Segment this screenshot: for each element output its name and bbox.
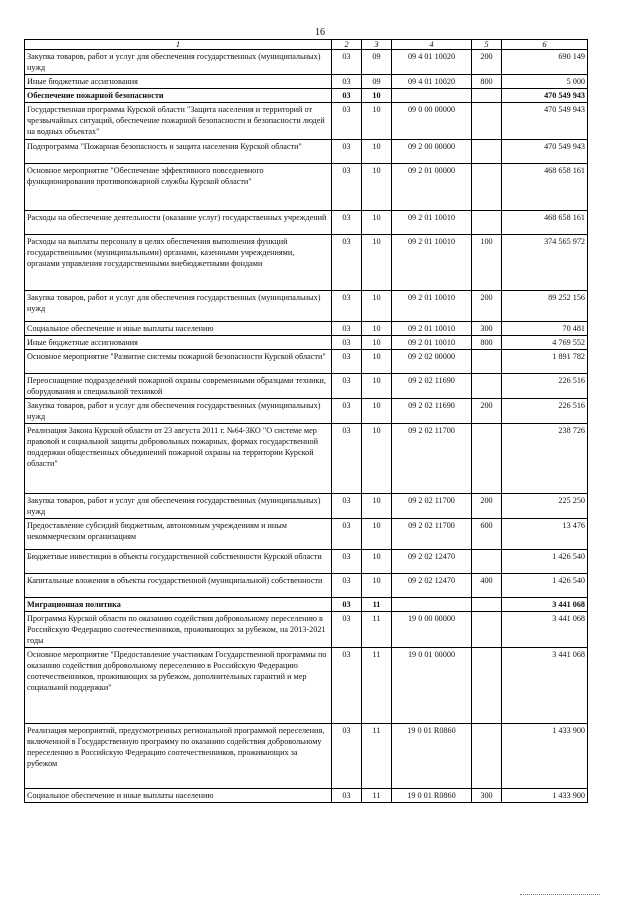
row-expense-type-cell	[472, 211, 502, 235]
row-name-cell: Закупка товаров, работ и услуг для обеспечения государственных (муниципальных) нужд	[25, 494, 332, 519]
table-row	[25, 140, 588, 164]
row-name-cell: Основное мероприятие "Обеспечение эффективного повседневного функционирования противопожарной службы Курской области"	[25, 164, 332, 211]
row-target-article-cell: 09 2 02 12470	[392, 574, 472, 598]
row-name-cell: Переоснащение подразделений пожарной охраны современными образцами техники, оборудования и специальной техникой	[25, 374, 332, 399]
row-section-cell: 03	[332, 574, 362, 598]
row-section-cell: 03	[332, 211, 362, 235]
header-col-3: 3	[362, 40, 392, 50]
row-subsection-cell: 10	[362, 350, 392, 374]
row-section-cell: 03	[332, 89, 362, 103]
row-subsection-cell: 10	[362, 399, 392, 424]
row-name-cell: Бюджетные инвестиции в объекты государственной собственности Курской области	[25, 550, 332, 574]
row-name-cell: Программа Курской области по оказанию содействия добровольному переселению в Российскую Федерацию соотечественников, проживающих за рубежом, на 2013-2021 годы	[25, 612, 332, 648]
row-expense-type-cell: 800	[472, 75, 502, 89]
table-row	[25, 574, 588, 598]
row-expense-type-cell: 600	[472, 519, 502, 550]
row-target-article-cell: 09 0 00 00000	[392, 103, 472, 140]
row-target-article-cell: 09 4 01 10020	[392, 75, 472, 89]
row-subsection-cell: 10	[362, 336, 392, 350]
row-name-cell: Реализация мероприятий, предусмотренных региональной программой переселения, включенной в Государственную программу по оказанию содействия добровольному переселению в Российскую Федерацию соотечественников, проживающих за рубежом	[25, 724, 332, 789]
table-row	[25, 336, 588, 350]
row-section-cell: 03	[332, 75, 362, 89]
row-amount-cell: 374 565 972	[502, 235, 588, 291]
row-section-cell: 03	[332, 374, 362, 399]
row-amount-cell: 89 252 156	[502, 291, 588, 322]
row-subsection-cell: 10	[362, 322, 392, 336]
row-section-cell: 03	[332, 291, 362, 322]
row-name-cell: Иные бюджетные ассигнования	[25, 336, 332, 350]
row-target-article-cell: 09 2 02 11700	[392, 519, 472, 550]
row-expense-type-cell: 400	[472, 574, 502, 598]
row-expense-type-cell	[472, 103, 502, 140]
row-expense-type-cell: 200	[472, 50, 502, 75]
row-target-article-cell: 19 0 01 R0860	[392, 789, 472, 803]
footer-dotted-mark	[520, 892, 600, 895]
row-amount-cell: 1 426 540	[502, 574, 588, 598]
row-subsection-cell: 11	[362, 598, 392, 612]
row-expense-type-cell: 300	[472, 322, 502, 336]
row-amount-cell: 4 769 552	[502, 336, 588, 350]
row-target-article-cell: 09 2 02 11700	[392, 424, 472, 494]
row-amount-cell: 1 891 782	[502, 350, 588, 374]
row-subsection-cell: 11	[362, 648, 392, 724]
header-col-2: 2	[332, 40, 362, 50]
row-amount-cell: 470 549 943	[502, 89, 588, 103]
row-name-cell: Подпрограмма "Пожарная безопасность и защита населения Курской области"	[25, 140, 332, 164]
row-subsection-cell: 10	[362, 140, 392, 164]
row-section-cell: 03	[332, 103, 362, 140]
row-name-cell: Социальное обеспечение и иные выплаты населению	[25, 322, 332, 336]
row-expense-type-cell	[472, 350, 502, 374]
row-amount-cell: 238 726	[502, 424, 588, 494]
row-section-cell: 03	[332, 164, 362, 211]
table-row	[25, 50, 588, 75]
row-name-cell: Реализация Закона Курской области от 23 августа 2011 г. №64-ЗКО "О системе мер правовой и социальной защиты добровольных пожарных, формах государственной поддержки общественных объединений пожарной охраны на территории Курской области"	[25, 424, 332, 494]
row-expense-type-cell	[472, 724, 502, 789]
table-header-row	[25, 40, 588, 50]
table-row	[25, 322, 588, 336]
row-amount-cell: 3 441 068	[502, 612, 588, 648]
row-target-article-cell	[392, 89, 472, 103]
row-subsection-cell: 10	[362, 235, 392, 291]
table-row	[25, 291, 588, 322]
row-section-cell: 03	[332, 424, 362, 494]
row-name-cell: Основное мероприятие "Предоставление участникам Государственной программы по оказанию содействия добровольному переселению в Российскую Федерацию соотечественников, проживающих за рубежом, дополнительных гарантий и мер социальной поддержки"	[25, 648, 332, 724]
row-subsection-cell: 10	[362, 494, 392, 519]
row-expense-type-cell	[472, 424, 502, 494]
row-target-article-cell	[392, 598, 472, 612]
row-target-article-cell: 09 2 01 10010	[392, 322, 472, 336]
table-row	[25, 103, 588, 140]
row-section-cell: 03	[332, 519, 362, 550]
table-row	[25, 424, 588, 494]
row-subsection-cell: 10	[362, 89, 392, 103]
row-name-cell: Закупка товаров, работ и услуг для обеспечения государственных (муниципальных) нужд	[25, 399, 332, 424]
table-row	[25, 789, 588, 803]
row-section-cell: 03	[332, 50, 362, 75]
table-row	[25, 75, 588, 89]
row-amount-cell: 226 516	[502, 399, 588, 424]
row-target-article-cell: 19 0 01 00000	[392, 648, 472, 724]
table-row	[25, 89, 588, 103]
row-subsection-cell: 10	[362, 211, 392, 235]
row-section-cell: 03	[332, 789, 362, 803]
row-section-cell: 03	[332, 494, 362, 519]
row-section-cell: 03	[332, 140, 362, 164]
row-name-cell: Закупка товаров, работ и услуг для обеспечения государственных (муниципальных) нужд	[25, 291, 332, 322]
header-col-6: 6	[502, 40, 588, 50]
row-expense-type-cell: 300	[472, 789, 502, 803]
table-row	[25, 374, 588, 399]
row-section-cell: 03	[332, 648, 362, 724]
page-number: 16	[315, 27, 325, 38]
row-target-article-cell: 09 2 02 12470	[392, 550, 472, 574]
row-expense-type-cell	[472, 140, 502, 164]
row-target-article-cell: 09 2 02 11690	[392, 399, 472, 424]
row-amount-cell: 690 149	[502, 50, 588, 75]
row-section-cell: 03	[332, 322, 362, 336]
row-name-cell: Миграционная политика	[25, 598, 332, 612]
row-subsection-cell: 09	[362, 50, 392, 75]
table-row	[25, 164, 588, 211]
row-subsection-cell: 10	[362, 519, 392, 550]
row-target-article-cell: 19 0 01 R0860	[392, 724, 472, 789]
row-target-article-cell: 09 2 01 10010	[392, 291, 472, 322]
row-amount-cell: 13 476	[502, 519, 588, 550]
row-target-article-cell: 19 0 00 00000	[392, 612, 472, 648]
table-row	[25, 519, 588, 550]
row-subsection-cell: 10	[362, 424, 392, 494]
row-amount-cell: 1 433 900	[502, 724, 588, 789]
row-subsection-cell: 10	[362, 291, 392, 322]
row-section-cell: 03	[332, 235, 362, 291]
row-subsection-cell: 10	[362, 574, 392, 598]
row-target-article-cell: 09 4 01 10020	[392, 50, 472, 75]
row-subsection-cell: 10	[362, 164, 392, 211]
row-amount-cell: 470 549 943	[502, 140, 588, 164]
row-subsection-cell: 09	[362, 75, 392, 89]
table-row	[25, 399, 588, 424]
row-subsection-cell: 11	[362, 789, 392, 803]
header-col-5: 5	[472, 40, 502, 50]
row-expense-type-cell: 200	[472, 291, 502, 322]
row-expense-type-cell	[472, 89, 502, 103]
row-subsection-cell: 10	[362, 550, 392, 574]
table-row	[25, 648, 588, 724]
row-amount-cell: 470 549 943	[502, 103, 588, 140]
budget-table	[24, 39, 588, 803]
row-subsection-cell: 11	[362, 724, 392, 789]
row-name-cell: Закупка товаров, работ и услуг для обеспечения государственных (муниципальных) нужд	[25, 50, 332, 75]
row-expense-type-cell: 200	[472, 399, 502, 424]
row-subsection-cell: 10	[362, 374, 392, 399]
row-target-article-cell: 09 2 01 00000	[392, 164, 472, 211]
header-col-1: 1	[25, 40, 332, 50]
row-amount-cell: 5 000	[502, 75, 588, 89]
row-section-cell: 03	[332, 598, 362, 612]
row-subsection-cell: 10	[362, 103, 392, 140]
row-amount-cell: 225 250	[502, 494, 588, 519]
row-section-cell: 03	[332, 550, 362, 574]
table-row	[25, 211, 588, 235]
row-expense-type-cell: 800	[472, 336, 502, 350]
row-target-article-cell: 09 2 01 10010	[392, 211, 472, 235]
row-expense-type-cell: 200	[472, 494, 502, 519]
row-expense-type-cell: 100	[472, 235, 502, 291]
row-target-article-cell: 09 2 02 11690	[392, 374, 472, 399]
row-amount-cell: 70 481	[502, 322, 588, 336]
table-row	[25, 612, 588, 648]
row-name-cell: Капитальные вложения в объекты государственной (муниципальной) собственности	[25, 574, 332, 598]
row-name-cell: Государственная программа Курской области "Защита населения и территорий от чрезвычайных ситуаций, обеспечение пожарной безопасности и безопасности людей на водных объектах"	[25, 103, 332, 140]
row-name-cell: Расходы на выплаты персоналу в целях обеспечения выполнения функций государственными (муниципальными) органами, казенными учреждениями, органами управления государственными внебюджетными фондами	[25, 235, 332, 291]
row-name-cell: Основное мероприятие "Развитие системы пожарной безопасности Курской области"	[25, 350, 332, 374]
row-amount-cell: 1 433 900	[502, 789, 588, 803]
row-subsection-cell: 11	[362, 612, 392, 648]
table-row	[25, 724, 588, 789]
row-amount-cell: 226 516	[502, 374, 588, 399]
row-amount-cell: 3 441 068	[502, 648, 588, 724]
header-col-4: 4	[392, 40, 472, 50]
row-name-cell: Иные бюджетные ассигнования	[25, 75, 332, 89]
row-expense-type-cell	[472, 598, 502, 612]
row-amount-cell: 3 441 068	[502, 598, 588, 612]
table-row	[25, 235, 588, 291]
row-name-cell: Расходы на обеспечение деятельности (оказание услуг) государственных учреждений	[25, 211, 332, 235]
row-name-cell: Предоставление субсидий бюджетным, автономным учреждениям и иным некоммерческим организациям	[25, 519, 332, 550]
row-target-article-cell: 09 2 00 00000	[392, 140, 472, 164]
row-name-cell: Обеспечение пожарной безопасности	[25, 89, 332, 103]
row-section-cell: 03	[332, 336, 362, 350]
row-amount-cell: 1 426 540	[502, 550, 588, 574]
row-section-cell: 03	[332, 399, 362, 424]
row-expense-type-cell	[472, 374, 502, 399]
row-amount-cell: 468 658 161	[502, 164, 588, 211]
row-target-article-cell: 09 2 02 11700	[392, 494, 472, 519]
table-row	[25, 494, 588, 519]
table-row	[25, 550, 588, 574]
row-name-cell: Социальное обеспечение и иные выплаты населению	[25, 789, 332, 803]
row-expense-type-cell	[472, 164, 502, 211]
table-row	[25, 598, 588, 612]
row-expense-type-cell	[472, 612, 502, 648]
row-amount-cell: 468 658 161	[502, 211, 588, 235]
row-target-article-cell: 09 2 01 10010	[392, 235, 472, 291]
row-section-cell: 03	[332, 350, 362, 374]
row-section-cell: 03	[332, 612, 362, 648]
table-row	[25, 350, 588, 374]
row-expense-type-cell	[472, 648, 502, 724]
row-section-cell: 03	[332, 724, 362, 789]
row-target-article-cell: 09 2 02 00000	[392, 350, 472, 374]
row-expense-type-cell	[472, 550, 502, 574]
row-target-article-cell: 09 2 01 10010	[392, 336, 472, 350]
